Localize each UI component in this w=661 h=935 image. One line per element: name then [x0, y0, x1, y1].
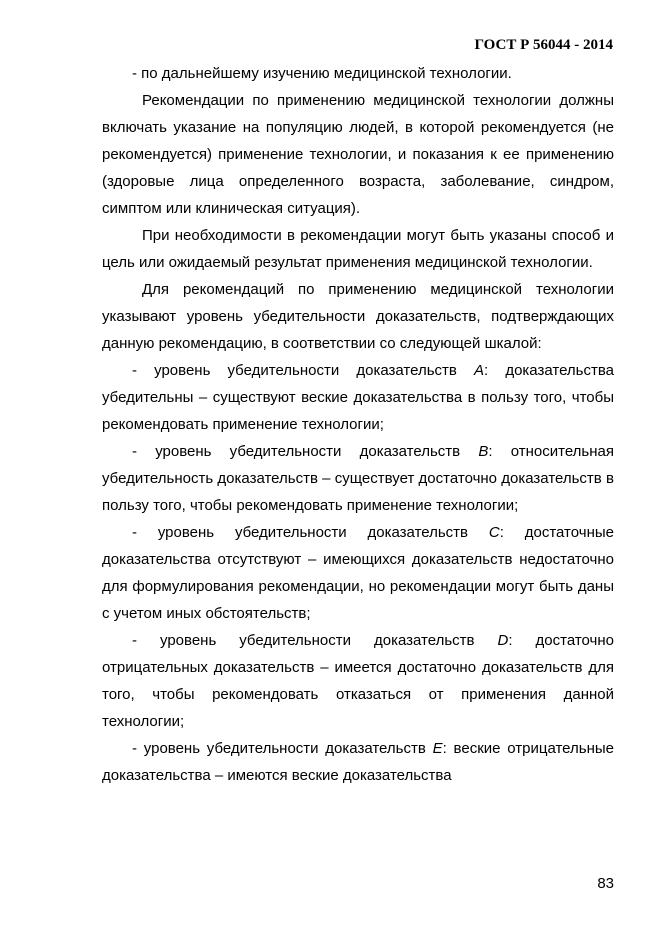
paragraph-scale-intro: Для рекомендаций по применению медицинской технологии указывают уровень убедительности доказательств, подтверждающих данную рекомендацию, в соответствии со следующей шкалой: [102, 281, 614, 352]
list-item-prefix: - уровень убедительности доказательств [132, 632, 498, 649]
paragraph-recommendations: Рекомендации по применению медицинской технологии должны включать указание на популяцию людей, в которой рекомендуется (не рекомендуется) применение технологии, и показания к ее применению (здоровые лица определенного возраста, заболевание, синдром, симптом или клиническая ситуация). [102, 92, 614, 217]
paragraph-intro-item: - по дальнейшему изучению медицинской технологии. [132, 65, 512, 82]
page-number: 83 [597, 875, 614, 892]
level-letter: B [478, 443, 489, 460]
list-item-prefix: - уровень убедительности доказательств [132, 362, 474, 379]
document-body [102, 60, 614, 789]
list-item-level-b [102, 438, 614, 519]
list-item-text: : относительная убедительность доказательств – существует достаточно доказательств в пользу того, чтобы рекомендовать применение технологии; [102, 443, 614, 514]
list-item-level-c [102, 519, 614, 627]
list-item-level-d [102, 627, 614, 735]
list-item-text: : достаточные доказательства отсутствуют – имеющихся доказательств недостаточно для формулирования рекомендации, но рекомендации могут быть даны с учетом иных обстоятельств; [102, 524, 614, 622]
list-item-text: : веские отрицательные доказательства – имеются веские доказательства [102, 740, 614, 784]
level-letter: C [488, 524, 500, 541]
list-item-text: : достаточно отрицательных доказательств – имеется достаточно доказательств для того, чтобы рекомендовать отказаться от применения данной технологии; [102, 632, 614, 730]
paragraph-method: При необходимости в рекомендации могут быть указаны способ и цель или ожидаемый результат применения медицинской технологии. [102, 227, 614, 271]
list-item-prefix: - уровень убедительности доказательств [132, 524, 489, 541]
list-item-level-a [102, 357, 614, 438]
level-letter: E [432, 740, 443, 757]
level-letter: D [497, 632, 509, 649]
list-item-prefix: - уровень убедительности доказательств [132, 443, 479, 460]
document-header: ГОСТ Р 56044 - 2014 [474, 37, 613, 53]
list-item-text: : доказательства убедительны – существуют веские доказательства в пользу того, чтобы рекомендовать применение технологии; [102, 362, 614, 433]
level-letter: A [474, 362, 485, 379]
list-item-level-e [102, 735, 614, 789]
list-item-prefix: - уровень убедительности доказательств [132, 740, 433, 757]
